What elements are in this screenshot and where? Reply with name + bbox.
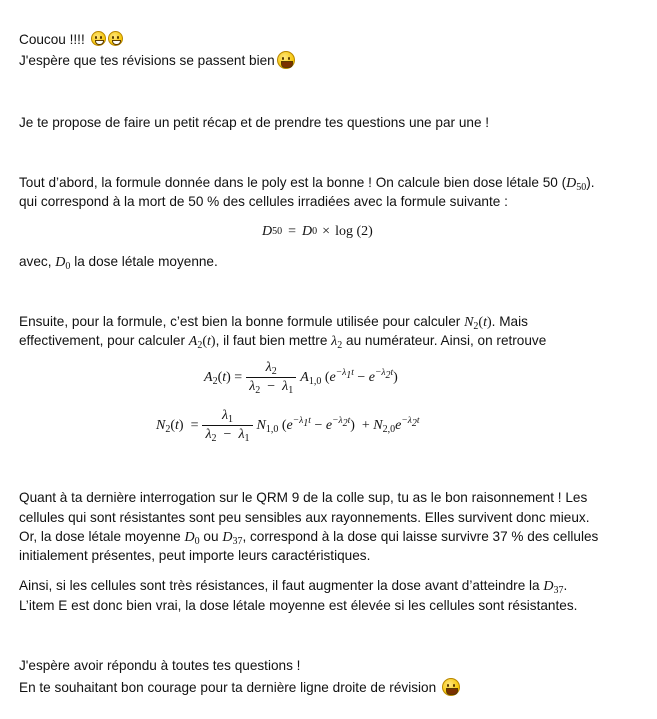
equation-a2t: $A_2(t)$ = $\frac{\lambda_2}{\lambda_2 - \lambda_1}$ $A_{1,0}$ $(e^{-\lambda_1t} - e^{-\lambda_2t})$	[204, 360, 398, 396]
eq1-lhs: D	[262, 224, 273, 239]
math-lambda2: $\lambda_2$	[331, 334, 343, 351]
para2-text-a: Ensuite, pour la formule, c’est bien la bonne formule utilisée pour calculer	[19, 314, 461, 329]
greeting-text: Coucou !!!!	[19, 32, 85, 47]
para2-text-e: au numérateur. Ainsi, on retrouve	[346, 333, 547, 348]
intro-text: Je te propose de faire un petit récap et de prendre tes questions une par une !	[19, 115, 490, 130]
math-d50: $D_{50}$	[566, 176, 587, 193]
math-d37: $D_{37}$	[543, 579, 564, 596]
para4-text-a: Ainsi, si les cellules sont très résistances, il faut augmenter la dose avant d’atteindre la	[19, 578, 540, 593]
greeting-line-2	[19, 51, 295, 71]
para3-line-4: initialement présentes, peut importe leurs caractéristiques.	[19, 548, 371, 563]
math-d0: $D_0$	[184, 530, 200, 547]
closing-line-1: J'espère avoir répondu à toutes tes questions !	[19, 658, 301, 673]
greeting-wish: J'espère que tes révisions se passent bien	[19, 53, 275, 68]
equation-n2t: $N_2(t)$ = $\frac{\lambda_1}{\lambda_2 - \lambda_1}$ $N_{1,0}$ $(e^{-\lambda_1t} - e^{-\lambda_2t}) + N_{2,0}e^{-\lambda_2t}$	[156, 408, 420, 444]
closing-line-2	[19, 678, 460, 698]
smiling-face-tongue-icon	[277, 51, 295, 69]
para2-line-2	[19, 331, 546, 352]
para4-line-1	[19, 576, 567, 597]
para3-text-b: ou	[203, 529, 219, 544]
para2-text-b: . Mais	[491, 314, 528, 329]
closing-text: En te souhaitant bon courage pour ta dernière ligne droite de révision	[19, 680, 437, 695]
eq-n2-fraction: $\frac{\lambda_1}{\lambda_2 - \lambda_1}$	[202, 407, 252, 444]
math-a2t: $A_2(t)$	[188, 334, 216, 351]
para1-line-1	[19, 173, 595, 194]
eq1-d0: D	[302, 224, 313, 239]
para1-text-a: Tout d’abord, la formule donnée dans le poly est la bonne ! On calcule bien dose létale 50 (	[19, 175, 567, 190]
para3-text-a: Or, la dose létale moyenne	[19, 529, 181, 544]
eq-a2-fraction: $\frac{\lambda_2}{\lambda_2 - \lambda_1}$	[246, 359, 296, 396]
para1-avec: avec,	[19, 254, 52, 269]
eq1-log: log (2)	[335, 224, 373, 239]
math-d37: $D_{37}$	[222, 530, 243, 547]
grinning-face-icon	[91, 31, 106, 46]
para2-line-1	[19, 312, 528, 333]
para4-line-2: L’item E est donc bien vrai, la dose létale moyenne est élevée si les cellules sont résistantes.	[19, 598, 578, 613]
para3-line-1: Quant à ta dernière interrogation sur le QRM 9 de la colle sup, tu as le bon raisonnement ! Les	[19, 490, 588, 505]
greeting-line-1	[19, 30, 123, 50]
math-n2t: $N_2(t)$	[464, 315, 492, 332]
para1-text-b: ).	[586, 175, 595, 190]
para3-text-c: , correspond à la dose qui laisse survivre 37 % des cellules	[242, 529, 599, 544]
eq1-equals: =	[288, 224, 297, 239]
grinning-face-icon	[108, 31, 123, 46]
para3-line-2: cellules qui sont résistantes sont peu sensibles aux rayonnements. Elles survivent donc mieux.	[19, 510, 590, 525]
para4-text-b: .	[563, 578, 568, 593]
para2-text-c: effectivement, pour calculer	[19, 333, 185, 348]
para1-line-2: qui correspond à la mort de 50 % des cellules irradiées avec la formule suivante :	[19, 194, 508, 209]
eq1-times: ×	[322, 224, 331, 239]
para1-dose-text: la dose létale moyenne.	[74, 254, 218, 269]
para1-line-3	[19, 252, 218, 273]
para3-line-3	[19, 527, 598, 548]
para2-text-d: , il faut bien mettre	[215, 333, 328, 348]
grinning-face-icon	[442, 678, 460, 696]
equation-d50: D 50 = D 0 × log (2)	[262, 222, 373, 242]
math-d0: $D_0$	[55, 255, 71, 272]
